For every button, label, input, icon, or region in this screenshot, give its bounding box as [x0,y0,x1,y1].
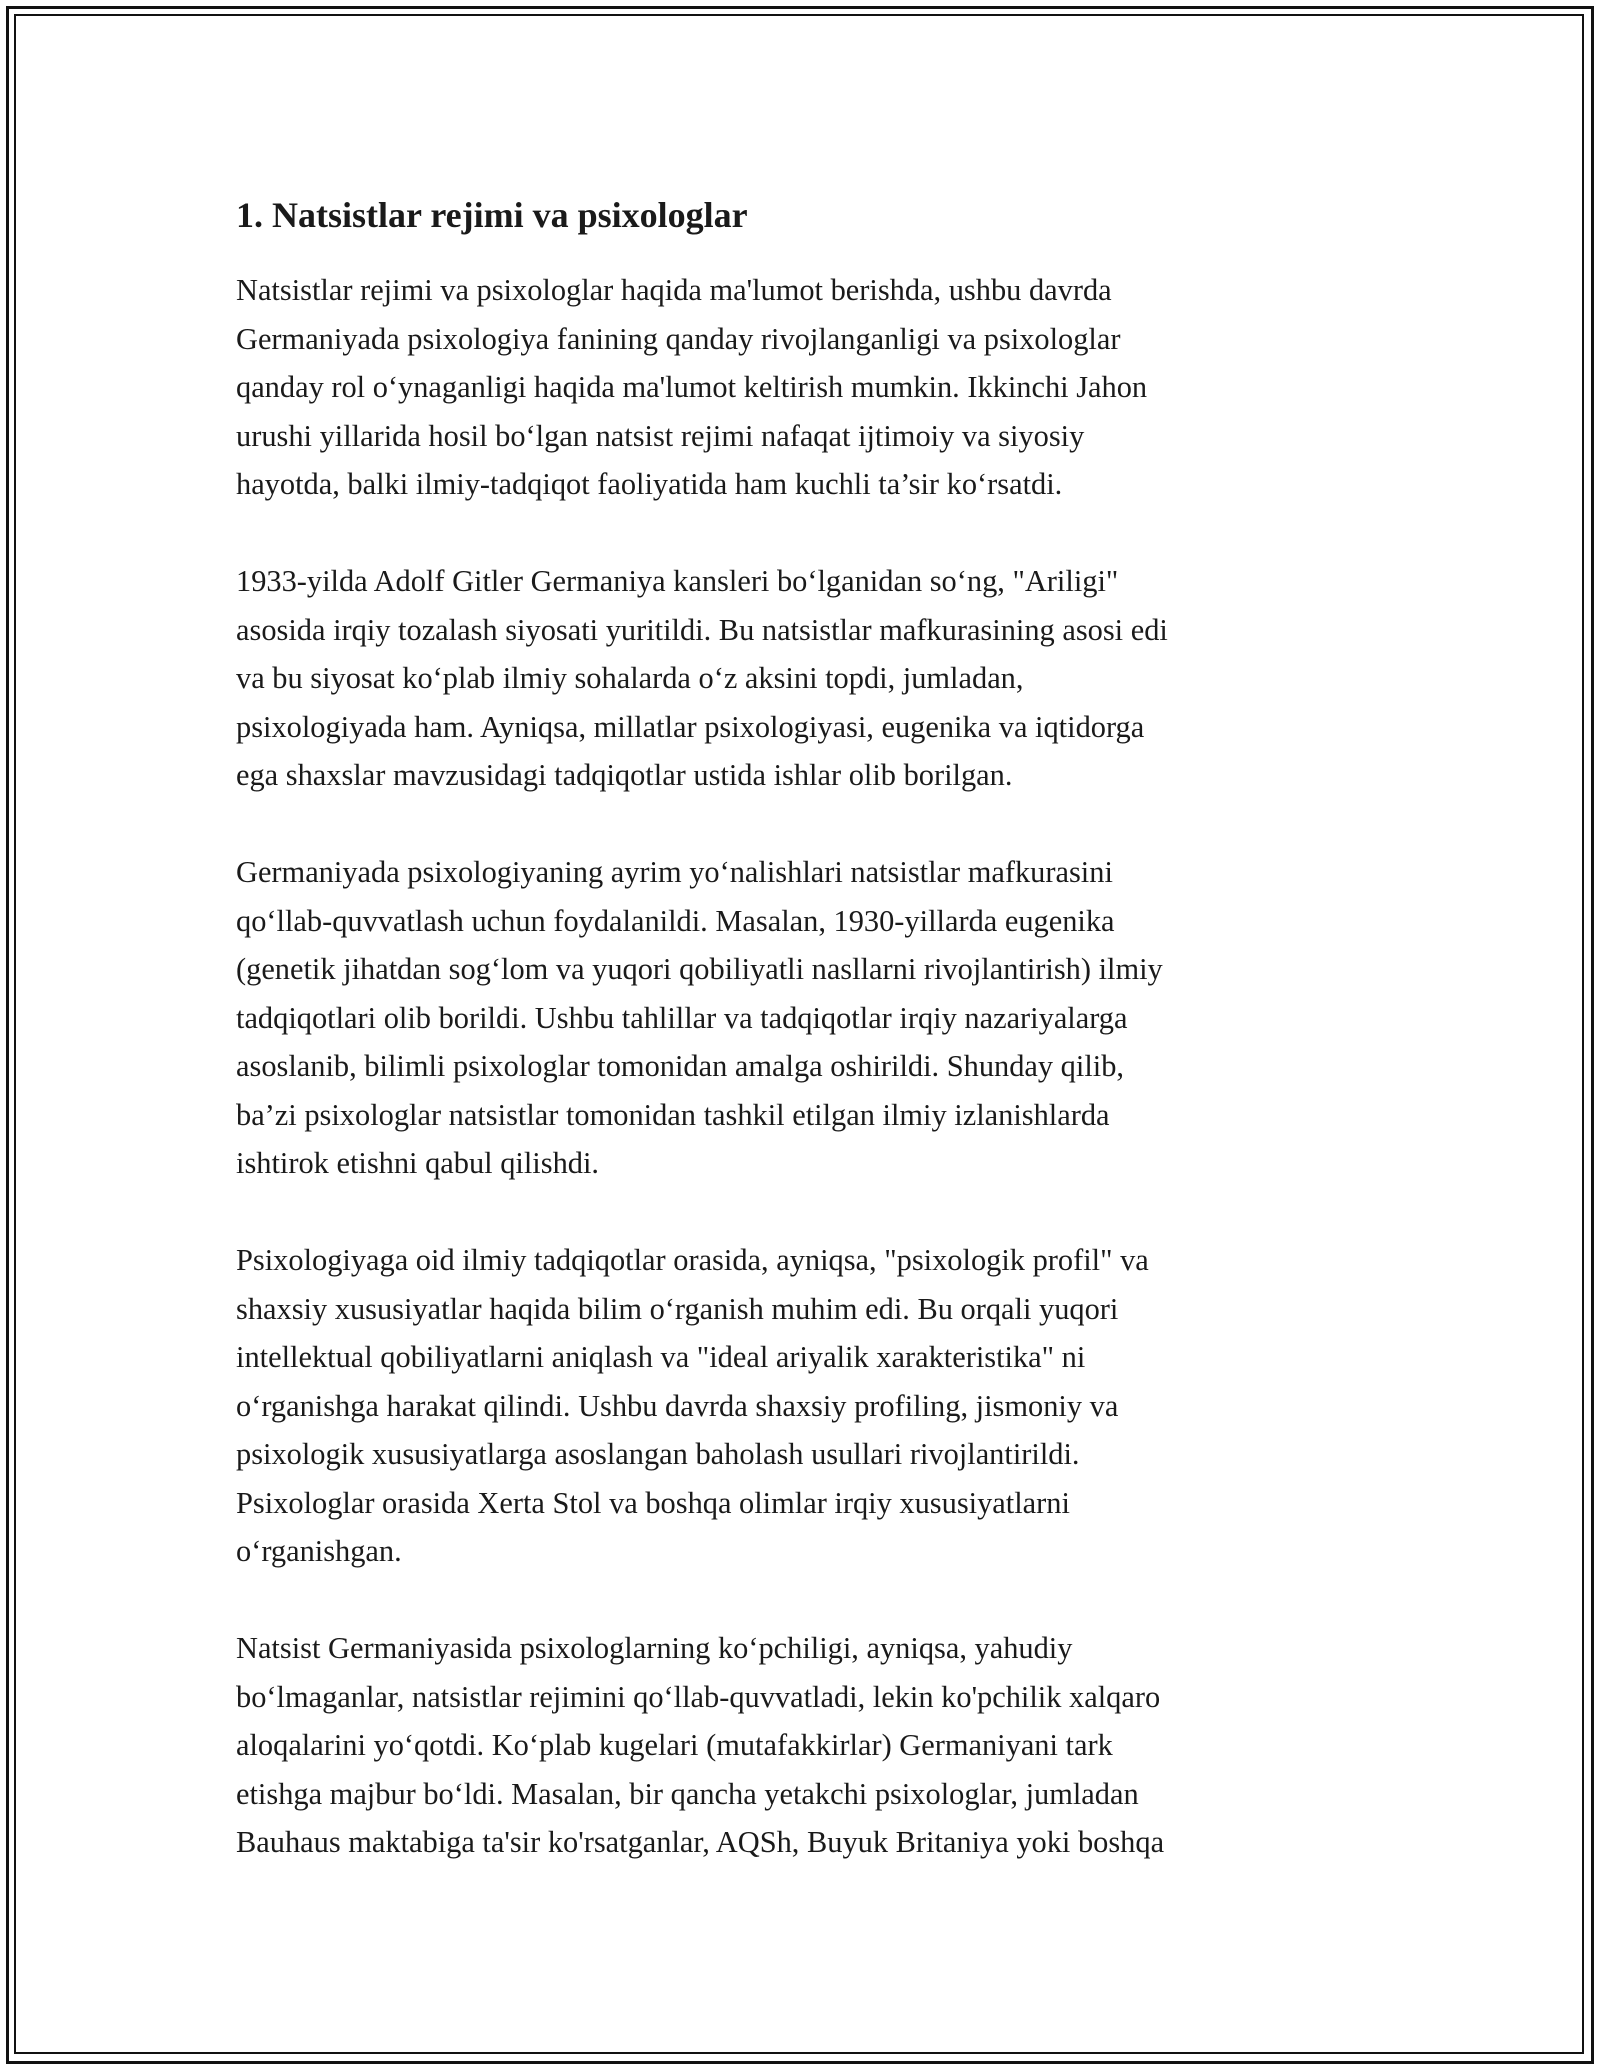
text-line: va bu siyosat ko‘plab ilmiy sohalarda o‘z aksini topdi, jumladan, [236,661,1024,695]
text-line: tadqiqotlari olib borildi. Ushbu tahlillar va tadqiqotlar irqiy nazariyalarga [236,1000,1128,1035]
text-line: 1933-yilda Adolf Gitler Germaniya kansleri bo‘lganidan so‘ng, "Ariligi" [236,564,1119,598]
text-line: o‘rganishgan. [236,1534,402,1568]
text-line: Psixologlar orasida Xerta Stol va boshqa olimlar irqiy xususiyatlarni [236,1485,1070,1520]
text-line: Natsist Germaniyasida psixologlarning ko‘pchiligi, ayniqsa, yahudiy [236,1631,1073,1665]
paragraph-3 [236,848,1376,1188]
text-line: urushi yillarida hosil bo‘lgan natsist rejimi nafaqat ijtimoiy va siyosiy [236,418,1085,453]
text-line: asosida irqiy tozalash siyosati yuritildi. Bu natsistlar mafkurasining asosi edi [236,612,1168,647]
text-line: Bauhaus maktabiga ta'sir ko'rsatganlar, AQSh, Buyuk Britaniya yoki boshqa [236,1825,1165,1859]
text-line: intellektual qobiliyatlarni aniqlash va "ideal ariyalik xarakteristika" ni [236,1340,1086,1374]
text-line: psixologiyada ham. Ayniqsa, millatlar psixologiyasi, eugenika va iqtidorga [236,709,1145,744]
section-heading: 1. Natsistlar rejimi va psixologlar [236,195,748,235]
text-line: aloqalarini yo‘qotdi. Ko‘plab kugelari (mutafakkirlar) Germaniyani tark [236,1728,1113,1762]
text-line: ega shaxslar mavzusidagi tadqiqotlar ustida ishlar olib borilgan. [236,758,1013,792]
text-line: Psixologiyaga oid ilmiy tadqiqotlar orasida, ayniqsa, "psixologik profil" va [236,1243,1149,1277]
text-line: psixologik xususiyatlarga asoslangan baholash usullari rivojlantirildi. [236,1437,1080,1471]
text-line: Natsistlar rejimi va psixologlar haqida ma'lumot berishda, ushbu davrda [236,273,1112,307]
text-line: o‘rganishga harakat qilindi. Ushbu davrda shaxsiy profiling, jismoniy va [236,1388,1119,1423]
text-line: etishga majbur bo‘ldi. Masalan, bir qancha yetakchi psixologlar, jumladan [236,1776,1139,1811]
text-line: qanday rol o‘ynaganligi haqida ma'lumot keltirish mumkin. Ikkinchi Jahon [236,370,1148,404]
text-line: asoslanib, bilimli psixologlar tomonidan amalga oshirildi. Shunday qilib, [236,1049,1125,1083]
text-line: Germaniyada psixologiyaning ayrim yo‘nalishlari natsistlar mafkurasini [236,855,1113,889]
text-line: hayotda, balki ilmiy-tadqiqot faoliyatida ham kuchli ta’sir ko‘rsatdi. [236,467,1063,501]
text-line: shaxsiy xususiyatlar haqida bilim o‘rganish muhim edi. Bu orqali yuqori [236,1291,1119,1326]
paragraph-1 [236,266,1376,509]
text-line: Germaniyada psixologiya fanining qanday rivojlanganligi va psixologlar [236,321,1121,356]
text-line: (genetik jihatdan sog‘lom va yuqori qobiliyatli nasllarni rivojlantirish) ilmiy [236,952,1163,986]
text-line: ishtirok etishni qabul qilishdi. [236,1146,599,1180]
paragraph-4 [236,1236,1376,1576]
paragraph-5 [236,1624,1376,1867]
paragraph-2 [236,557,1376,800]
document-body [236,188,1376,1915]
text-line: qo‘llab-quvvatlash uchun foydalanildi. Masalan, 1930-yillarda eugenika [236,903,1115,938]
text-line: bo‘lmaganlar, natsistlar rejimini qo‘llab-quvvatladi, lekin ko'pchilik xalqaro [236,1679,1161,1714]
text-line: ba’zi psixologlar natsistlar tomonidan tashkil etilgan ilmiy izlanishlarda [236,1097,1110,1132]
